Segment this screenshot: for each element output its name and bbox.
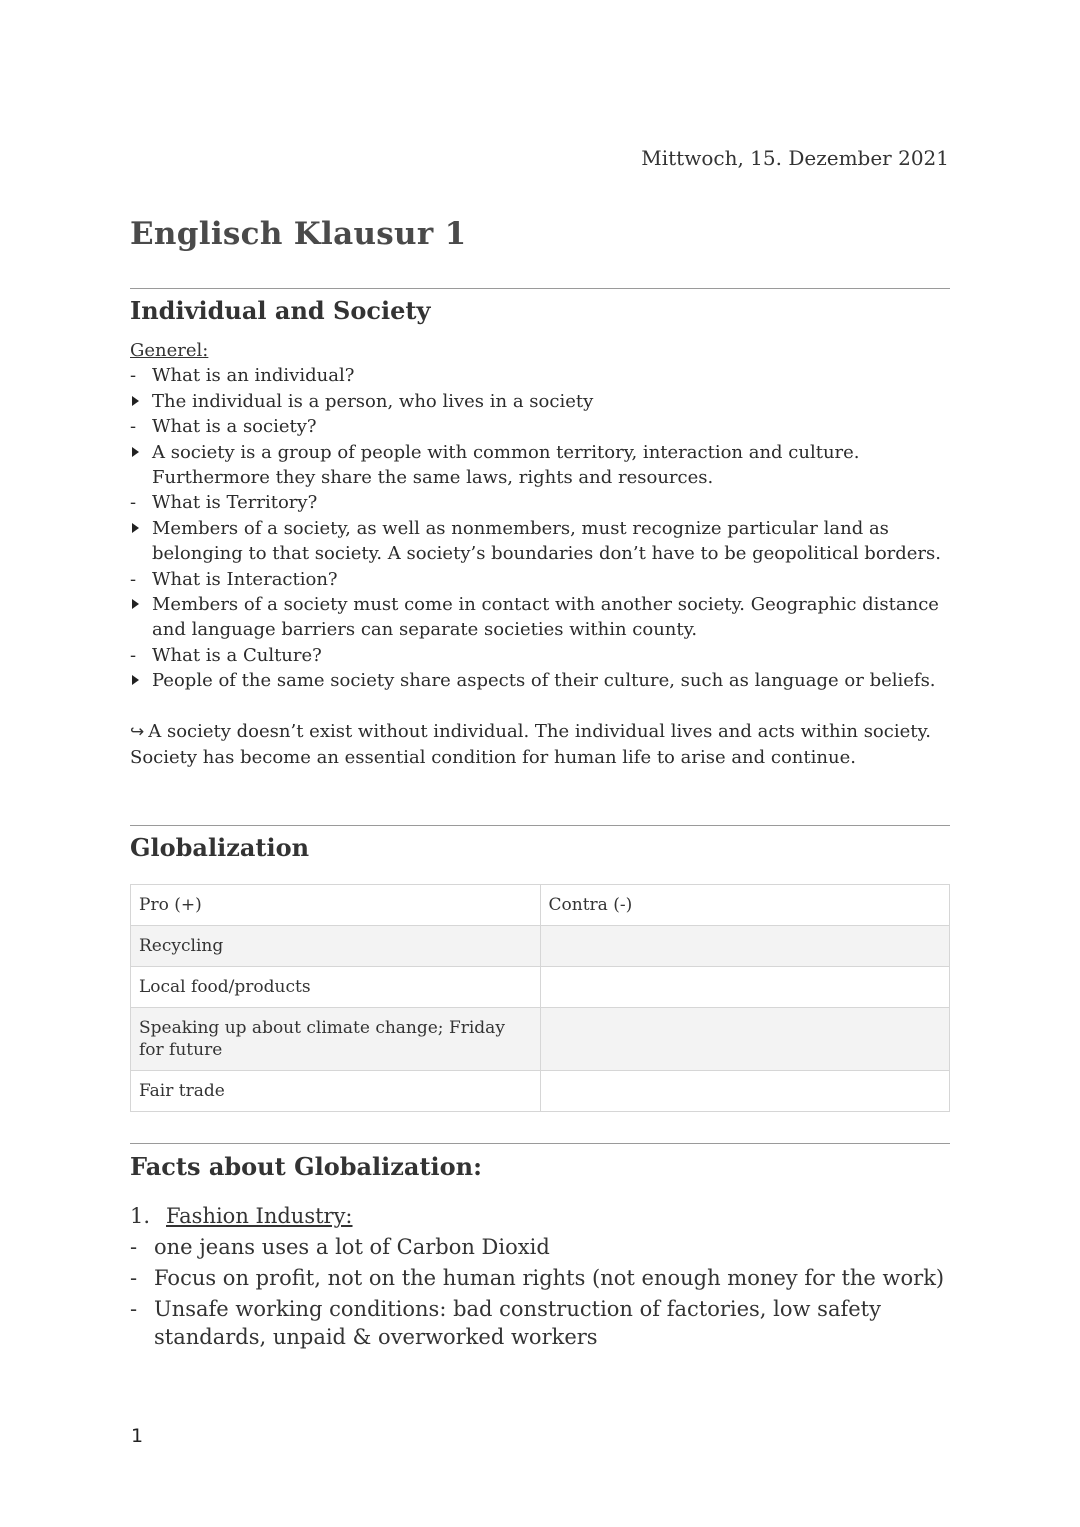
list-item: - one jeans uses a lot of Carbon Dioxid <box>130 1233 950 1261</box>
table-cell <box>540 1071 950 1112</box>
section-divider <box>130 1143 950 1144</box>
table-cell <box>540 967 950 1008</box>
section-divider <box>130 825 950 826</box>
table-row <box>131 1071 950 1112</box>
section-heading-individual: Individual and Society <box>130 296 431 325</box>
table-cell <box>540 926 950 967</box>
list-item: - Unsafe working conditions: bad construction of factories, low safety standards, unpaid & overworked workers <box>130 1295 950 1351</box>
table-row <box>131 1008 950 1071</box>
topic-title: Fashion Industry: <box>166 1204 353 1228</box>
list-item: - What is a Culture? <box>130 643 950 668</box>
table-cell: Speaking up about climate change; Friday for future <box>131 1008 541 1071</box>
table-header-contra: Contra (-) <box>540 885 950 926</box>
section-heading-globalization: Globalization <box>130 833 310 862</box>
page-number: 1 <box>131 1425 144 1447</box>
table-row <box>131 926 950 967</box>
document-date: Mittwoch, 15. Dezember 2021 <box>641 146 949 170</box>
list-item: - What is a society? <box>130 414 950 439</box>
table-header-row <box>131 885 950 926</box>
numbered-topic <box>130 1202 950 1230</box>
facts-list <box>130 1202 950 1354</box>
table-cell: Recycling <box>131 926 541 967</box>
list-item: - What is Territory? <box>130 490 950 515</box>
topic-number: 1. <box>130 1204 151 1228</box>
list-item: - What is an individual? <box>130 363 950 388</box>
conclusion-text: A society doesn’t exist without individual. The individual lives and acts within society. Society has become an essential condition for human life to arise and continue. <box>130 720 931 769</box>
subheading-generel: Generel: <box>130 340 209 361</box>
list-item: People of the same society share aspects of their culture, such as language or beliefs. <box>130 668 950 693</box>
table-header-pro: Pro (+) <box>131 885 541 926</box>
definition-list <box>130 363 950 693</box>
list-item: - What is Interaction? <box>130 567 950 592</box>
section-divider <box>130 288 950 289</box>
table-row <box>131 967 950 1008</box>
table-cell: Fair trade <box>131 1071 541 1112</box>
page-title: Englisch Klausur 1 <box>130 216 467 252</box>
pro-contra-table <box>130 884 950 1112</box>
table-cell: Local food/products <box>131 967 541 1008</box>
list-item: Members of a society, as well as nonmembers, must recognize particular land as belonging to that society. A society’s boundaries don’t have to be geopolitical borders. <box>130 516 950 567</box>
list-item: A society is a group of people with common territory, interaction and culture. Furthermore they share the same laws, rights and resources. <box>130 440 950 491</box>
fact-items <box>130 1233 950 1351</box>
table-cell <box>540 1008 950 1071</box>
list-item: The individual is a person, who lives in a society <box>130 389 950 414</box>
list-item: - Focus on profit, not on the human rights (not enough money for the work) <box>130 1264 950 1292</box>
section-individual-body <box>130 338 950 771</box>
list-item: Members of a society must come in contact with another society. Geographic distance and language barriers can separate societies within county. <box>130 592 950 643</box>
section-heading-facts: Facts about Globalization: <box>130 1152 482 1181</box>
conclusion-paragraph <box>130 719 950 771</box>
curved-arrow-icon: ↪ <box>130 721 145 742</box>
